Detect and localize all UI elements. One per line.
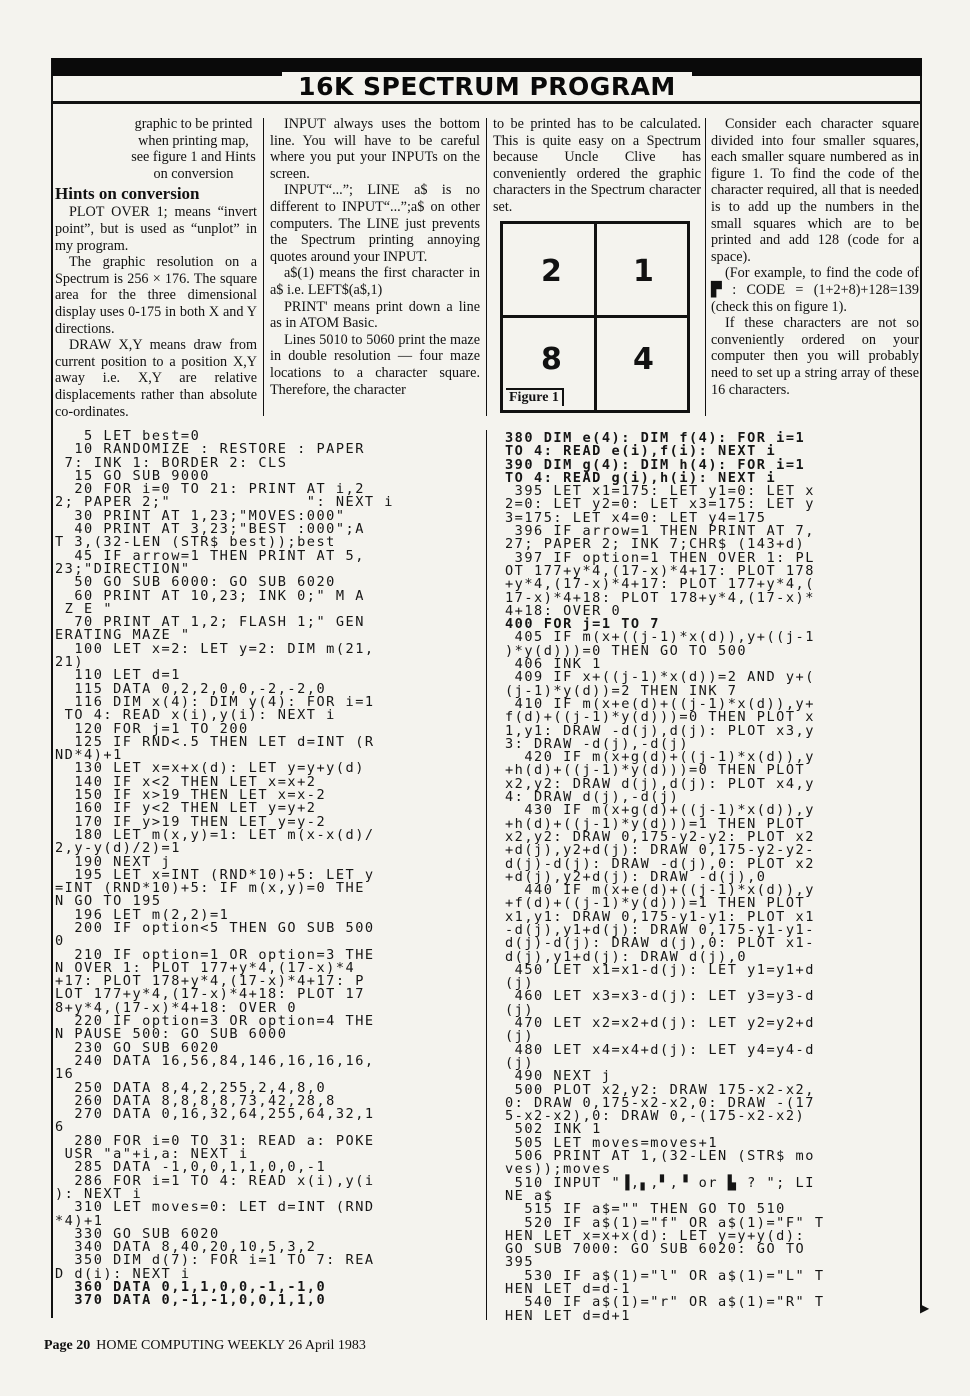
- code-line: 380 DIM e(4): DIM f(4): FOR i=1: [505, 430, 806, 446]
- left-page-rule: [51, 58, 53, 1318]
- code-line: 480 LET x4=x4+d(j): LET y4=y4-d: [505, 1041, 815, 1058]
- code-line: 23;"DIRECTION": [55, 560, 191, 577]
- code-line: 350 DIM d(7): FOR i=1 TO 7: REA: [55, 1252, 375, 1269]
- code-line: 115 DATA 0,2,2,0,0,-2,-2,0: [55, 680, 327, 697]
- code-line: 116 DIM x(4): DIM y(4): FOR i=1: [55, 693, 375, 710]
- code-line: 280 FOR i=0 TO 31: READ a: POKE: [55, 1132, 375, 1149]
- code-line: +17: PLOT 178+y*4,(17-x)*4+17: P: [55, 973, 365, 990]
- code-line: 2; PAPER 2;" ": NEXT i: [55, 494, 394, 511]
- code-line: 30 PRINT AT 1,23;"MOVES:000": [55, 507, 346, 524]
- code-line: HEN LET d=d-1: [505, 1281, 631, 1297]
- program-listing-left: [55, 430, 394, 1308]
- listing-column-rule: [486, 430, 487, 1320]
- code-line: 200 IF option<5 THEN GO SUB 500: [55, 919, 375, 936]
- code-line: N PAUSE 500: GO SUB 6000: [55, 1026, 288, 1043]
- code-line: 4: DRAW d(j),-d(j): [505, 789, 680, 806]
- code-line: HEN LET d=d+1: [505, 1307, 631, 1324]
- code-line: (j): [505, 1001, 535, 1018]
- code-line: 180 LET m(x,y)=1: LET m(x-x(d)/: [55, 826, 375, 843]
- figure-quadrant-bottom-left: 8: [541, 342, 562, 377]
- code-line: x1,y1: DRAW 0,175-y1-y1: PLOT x1: [505, 908, 815, 925]
- code-line: d(j)-d(j): DRAW -d(j),0: PLOT x2: [505, 855, 815, 872]
- code-line: 390 DIM g(4): DIM h(4): FOR i=1: [505, 456, 806, 473]
- code-line: 420 IF m(x+g(d)+((j-1)*x(d)),y: [505, 749, 815, 766]
- code-line: 250 DATA 8,4,2,255,2,4,8,0: [55, 1079, 327, 1096]
- code-line: 286 FOR i=1 TO 4: READ x(i),y(i: [55, 1172, 375, 1189]
- code-line: D d(i): NEXT i: [55, 1265, 191, 1282]
- code-line: (j): [505, 1028, 535, 1045]
- code-line: N GO TO 195: [55, 893, 162, 910]
- code-line: LOT 177+y*4,(17-x)*4+18: PLOT 17: [55, 986, 365, 1003]
- code-line: 490 NEXT j: [505, 1068, 612, 1085]
- code-line: 370 DATA 0,-1,-1,0,0,1,1,0: [55, 1292, 327, 1309]
- program-listing-right: [505, 432, 825, 1323]
- code-line: (j): [505, 975, 535, 992]
- code-line: 125 IF RND<.5 THEN LET d=INT (R: [55, 733, 375, 750]
- code-line: 400 FOR j=1 TO 7: [505, 616, 660, 633]
- code-line: 195 LET x=INT (RND*10)+5: LET y: [55, 866, 375, 883]
- code-line: 110 LET d=1: [55, 667, 181, 684]
- code-line: USR "a"+i,a: NEXT i: [55, 1146, 249, 1163]
- code-line: 1,y1: DRAW -d(j),d(j): PLOT x3,y: [505, 722, 815, 739]
- article-column-4: [711, 116, 919, 398]
- code-line: d(j)-d(j): DRAW d(j),0: PLOT x1-: [505, 935, 815, 952]
- code-line: 410 IF m(x+e(d)+((j-1)*x(d)),y+: [505, 695, 815, 712]
- code-line: 470 LET x2=x2+d(j): LET y2=y2+d: [505, 1015, 815, 1032]
- code-line: 230 GO SUB 6020: [55, 1039, 220, 1056]
- figure-1-diagram: [500, 221, 690, 413]
- code-line: 5-x2-x2),0: DRAW 0,-(175-x2-x2): [505, 1108, 806, 1125]
- code-line: 196 LET m(2,2)=1: [55, 906, 230, 923]
- code-line: +f(d)+((j-1)*y(d)))=1 THEN PLOT: [505, 895, 806, 912]
- column-1-lead: graphic to be printed when printing map, see figure 1 and Hints on conversion: [131, 116, 256, 182]
- code-line: (j-1)*y(d))=2 THEN INK 7: [505, 682, 738, 699]
- code-line: 130 LET x=x+x(d): LET y=y+y(d): [55, 760, 365, 777]
- figure-quadrant-top-left: 2: [541, 254, 562, 289]
- column-rule: [486, 118, 487, 416]
- code-line: 3=175: LET x4=0: LET y4=175: [505, 509, 767, 526]
- code-line: 397 IF option=1 THEN OVER 1: PL: [505, 549, 815, 566]
- code-line: 70 PRINT AT 1,2; FLASH 1;" GEN: [55, 614, 365, 631]
- code-line: 2,y-y(d)/2)=1: [55, 840, 181, 857]
- code-line: 460 LET x3=x3-d(j): LET y3=y3-d: [505, 988, 815, 1005]
- code-line: 340 DATA 8,40,20,10,5,3,2: [55, 1239, 317, 1256]
- code-line: 140 IF x<2 THEN LET x=x+2: [55, 773, 317, 790]
- code-line: (j): [505, 1054, 535, 1071]
- page-footer: [44, 1338, 366, 1354]
- article-column-2: [270, 116, 480, 398]
- code-line: 220 IF option=3 OR option=4 THE: [55, 1013, 375, 1030]
- code-line: 16: [55, 1066, 75, 1083]
- code-line: 210 IF option=1 OR option=3 THE: [55, 946, 375, 963]
- code-line: GO SUB 7000: GO SUB 6020: GO TO: [505, 1241, 806, 1258]
- code-line: 409 IF x+((j-1)*x(d))=2 AND y+(: [505, 669, 815, 686]
- code-line: 120 FOR j=1 TO 200: [55, 720, 249, 737]
- code-line: T 3,(32-LEN (STR$ best));best: [55, 534, 336, 551]
- column-1-paragraph: PLOT OVER 1; means “invert point”, but is used as “unplot” in my program.: [55, 204, 257, 254]
- code-line: 0: DRAW 0,175-x2-x2,0: DRAW -(17: [505, 1094, 815, 1111]
- code-line: 260 DATA 8,8,8,8,73,42,28,8: [55, 1092, 336, 1109]
- page-title: 16K SPECTRUM PROGRAM: [52, 72, 922, 101]
- code-line: x2,y2: DRAW d(j),d(j): PLOT x4,y: [505, 775, 815, 792]
- code-line: ): NEXT i: [55, 1185, 143, 1202]
- code-line: 395 LET x1=175: LET y1=0: LET x: [505, 483, 815, 500]
- code-line: f(d)+((j-1)*y(d)))=0 THEN PLOT x: [505, 709, 815, 726]
- code-line: 27; PAPER 2; INK 7;CHR$ (143+d): [505, 536, 806, 553]
- code-line: )*y(d)))=0 THEN GO TO 500: [505, 642, 748, 659]
- code-line: 520 IF a$(1)="f" OR a$(1)="F" T: [505, 1214, 825, 1231]
- code-line: TO 4: READ x(i),y(i): NEXT i: [55, 707, 336, 724]
- code-line: 21): [55, 654, 85, 671]
- code-line: 6: [55, 1119, 65, 1136]
- code-line: 396 IF arrow=1 THEN PRINT AT 7,: [505, 523, 815, 540]
- column-4-paragraph: Consider each character square divided into four smaller squares, each smaller square numbered as in figure 1. To find the code of the character required, all that is needed is to add up the numbers in the small squares which are to be printed and add 128 (code for a space).: [711, 116, 919, 265]
- code-line: =INT (RND*10)+5: IF m(x,y)=0 THE: [55, 880, 365, 897]
- figure-quadrant-top-right: 1: [633, 254, 654, 289]
- code-line: 15 GO SUB 9000: [55, 467, 210, 484]
- code-line: TO 4: READ g(i),h(i): NEXT i: [505, 469, 777, 486]
- code-line: +d(j),y2+d(j): DRAW 0,175-y2-y2-: [505, 842, 815, 859]
- code-line: 4+18: OVER 0: [505, 602, 622, 619]
- code-line: 100 LET x=2: LET y=2: DIM m(21,: [55, 640, 375, 657]
- code-line: 50 GO SUB 6000: GO SUB 6020: [55, 574, 336, 591]
- column-1-paragraph: DRAW X,Y means draw from current position to a position X,Y away i.e. X,Y are relative displacements rather than absolute co-ordinates.: [55, 337, 257, 420]
- article-column-3: [493, 116, 701, 216]
- code-line: 395: [505, 1254, 535, 1271]
- code-line: +d(j),y2+d(j): DRAW -d(j),0: [505, 868, 767, 885]
- code-line: 440 IF m(x+e(d)+((j-1)*x(d)),y: [505, 882, 815, 899]
- code-line: NE a$: [505, 1187, 554, 1204]
- column-1-paragraph: The graphic resolution on a Spectrum is 256 × 176. The square area for the three dimensional display uses 0-175 in both X and Y directions.: [55, 254, 257, 337]
- code-line: 240 DATA 16,56,84,146,16,16,16,: [55, 1052, 375, 1069]
- code-line: 510 INPUT "▐,▖,▘,▝ or ▙ ? "; LI: [505, 1174, 815, 1191]
- code-line: ves));moves: [505, 1161, 612, 1178]
- column-2-paragraph: a$(1) means the first character in a$ i.e. LEFT$(a$,1): [270, 265, 480, 298]
- code-line: 505 LET moves=moves+1: [505, 1134, 719, 1151]
- code-line: 330 GO SUB 6020: [55, 1225, 220, 1242]
- code-line: 17-x)*4+18: PLOT 178+y*4,(17-x)*: [505, 589, 815, 606]
- code-line: OT 177+y*4,(17-x)*4+17: PLOT 178: [505, 562, 815, 579]
- code-line: 150 IF x>19 THEN LET x=x-2: [55, 787, 327, 804]
- code-line: 60 PRINT AT 10,23; INK 0;" M A: [55, 587, 365, 604]
- code-line: +y*4,(17-x)*4+17: PLOT 177+y*4,(: [505, 576, 815, 593]
- code-line: 5 LET best=0: [55, 428, 201, 444]
- code-line: 506 PRINT AT 1,(32-LEN (STR$ mo: [505, 1148, 815, 1165]
- column-4-paragraph: (For example, to find the code of ▛ : CODE = (1+2+8)+128=139 (check this on figure 1).: [711, 265, 919, 315]
- hints-heading: Hints on conversion: [55, 184, 200, 204]
- figure-caption: Figure 1: [506, 388, 564, 406]
- code-line: 10 RANDOMIZE : RESTORE : PAPER: [55, 441, 365, 458]
- publication-info: HOME COMPUTING WEEKLY 26 April 1983: [96, 1338, 366, 1353]
- code-line: ERATING MAZE ": [55, 627, 191, 644]
- code-line: 430 IF m(x+g(d)+((j-1)*x(d)),y: [505, 802, 815, 819]
- code-line: 502 INK 1: [505, 1121, 602, 1138]
- figure-quadrant-bottom-right: 4: [633, 342, 654, 377]
- code-line: 190 NEXT j: [55, 853, 172, 870]
- code-line: 170 IF y>19 THEN LET y=y-2: [55, 813, 327, 830]
- code-line: 515 IF a$="" THEN GO TO 510: [505, 1201, 786, 1218]
- column-4-paragraph: If these characters are not so conveniently ordered on your computer then you will probably need to set up a string array of these 16 characters.: [711, 315, 919, 398]
- code-line: d(j),y1+d(j): DRAW d(j),0: [505, 948, 748, 965]
- code-line: 285 DATA -1,0,0,1,1,0,0,-1: [55, 1159, 327, 1176]
- code-line: ND*4)+1: [55, 747, 123, 764]
- code-line: HEN LET x=x+x(d): LET y=y+y(d):: [505, 1227, 806, 1244]
- code-line: 40 PRINT AT 3,23;"BEST :000";A: [55, 521, 365, 538]
- code-line: 2=0: LET y2=0: LET x3=175: LET y: [505, 496, 815, 513]
- column-rule: [263, 118, 264, 416]
- code-line: 500 PLOT x2,y2: DRAW 175-x2-x2,: [505, 1081, 815, 1098]
- column-2-paragraph: INPUT“...”; LINE a$ is no different to INPUT“...”;a$ on other computers. The LINE just prevents the Spectrum printing annoying quotes around your INPUT.: [270, 182, 480, 265]
- code-line: 310 LET moves=0: LET d=INT (RND: [55, 1199, 375, 1216]
- column-3-paragraph: to be printed has to be calculated. This is quite easy on a Spectrum because Uncle Clive has conveniently ordered the graphic characters in the Spectrum character set.: [493, 116, 701, 215]
- code-line: 360 DATA 0,1,1,0,0,-1,-1,0: [55, 1279, 327, 1295]
- code-line: 450 LET x1=x1-d(j): LET y1=y1+d: [505, 961, 815, 978]
- code-line: TO 4: READ e(i),f(i): NEXT i: [505, 443, 777, 460]
- code-line: 8+y*4,(17-x)*4+18: OVER 0: [55, 999, 298, 1016]
- code-line: 405 IF m(x+((j-1)*x(d)),y+((j-1: [505, 629, 815, 646]
- continued-arrow-icon: ▶: [920, 1301, 930, 1315]
- code-line: x2,y2: DRAW 0,175-y2-y2: PLOT x2: [505, 828, 815, 845]
- right-page-rule: [920, 58, 922, 1308]
- code-line: -d(j),y1+d(j): DRAW 0,175-y1-y1-: [505, 921, 815, 938]
- header-underline: [52, 101, 922, 104]
- code-line: 20 FOR i=0 TO 21: PRINT AT i,2: [55, 481, 365, 498]
- column-2-paragraph: PRINT' means print down a line as in ATOM Basic.: [270, 298, 480, 332]
- column-2-paragraph: Lines 5010 to 5060 print the maze in double resolution — four maze locations to a character square. Therefore, the character: [270, 331, 480, 398]
- code-line: 530 IF a$(1)="l" OR a$(1)="L" T: [505, 1267, 825, 1284]
- code-line: 160 IF y<2 THEN LET y=y+2: [55, 800, 317, 817]
- code-line: 3: DRAW -d(j),-d(j): [505, 735, 689, 752]
- page-number: Page 20: [44, 1338, 91, 1353]
- code-line: 540 IF a$(1)="r" OR a$(1)="R" T: [505, 1294, 825, 1311]
- code-line: 0: [55, 933, 65, 950]
- code-line: 406 INK 1: [505, 656, 602, 673]
- code-line: +h(d)+((j-1)*y(d)))=1 THEN PLOT: [505, 815, 806, 832]
- figure-vertical-divider: [594, 224, 597, 410]
- column-rule: [705, 118, 706, 416]
- article-column-1: [55, 116, 257, 420]
- code-line: 45 IF arrow=1 THEN PRINT AT 5,: [55, 547, 365, 564]
- code-line: +h(d)+((j-1)*y(d)))=0 THEN PLOT: [505, 762, 806, 779]
- code-line: 7: INK 1: BORDER 2: CLS: [55, 454, 288, 471]
- code-line: 270 DATA 0,16,32,64,255,64,32,1: [55, 1106, 375, 1123]
- code-line: N OVER 1: PLOT 177+y*4,(17-x)*4: [55, 959, 356, 976]
- code-line: *4)+1: [55, 1212, 104, 1229]
- column-2-paragraph: INPUT always uses the bottom line. You will have to be careful where you put your INPUTs on the screen.: [270, 116, 480, 182]
- code-line: Z E ": [55, 600, 114, 617]
